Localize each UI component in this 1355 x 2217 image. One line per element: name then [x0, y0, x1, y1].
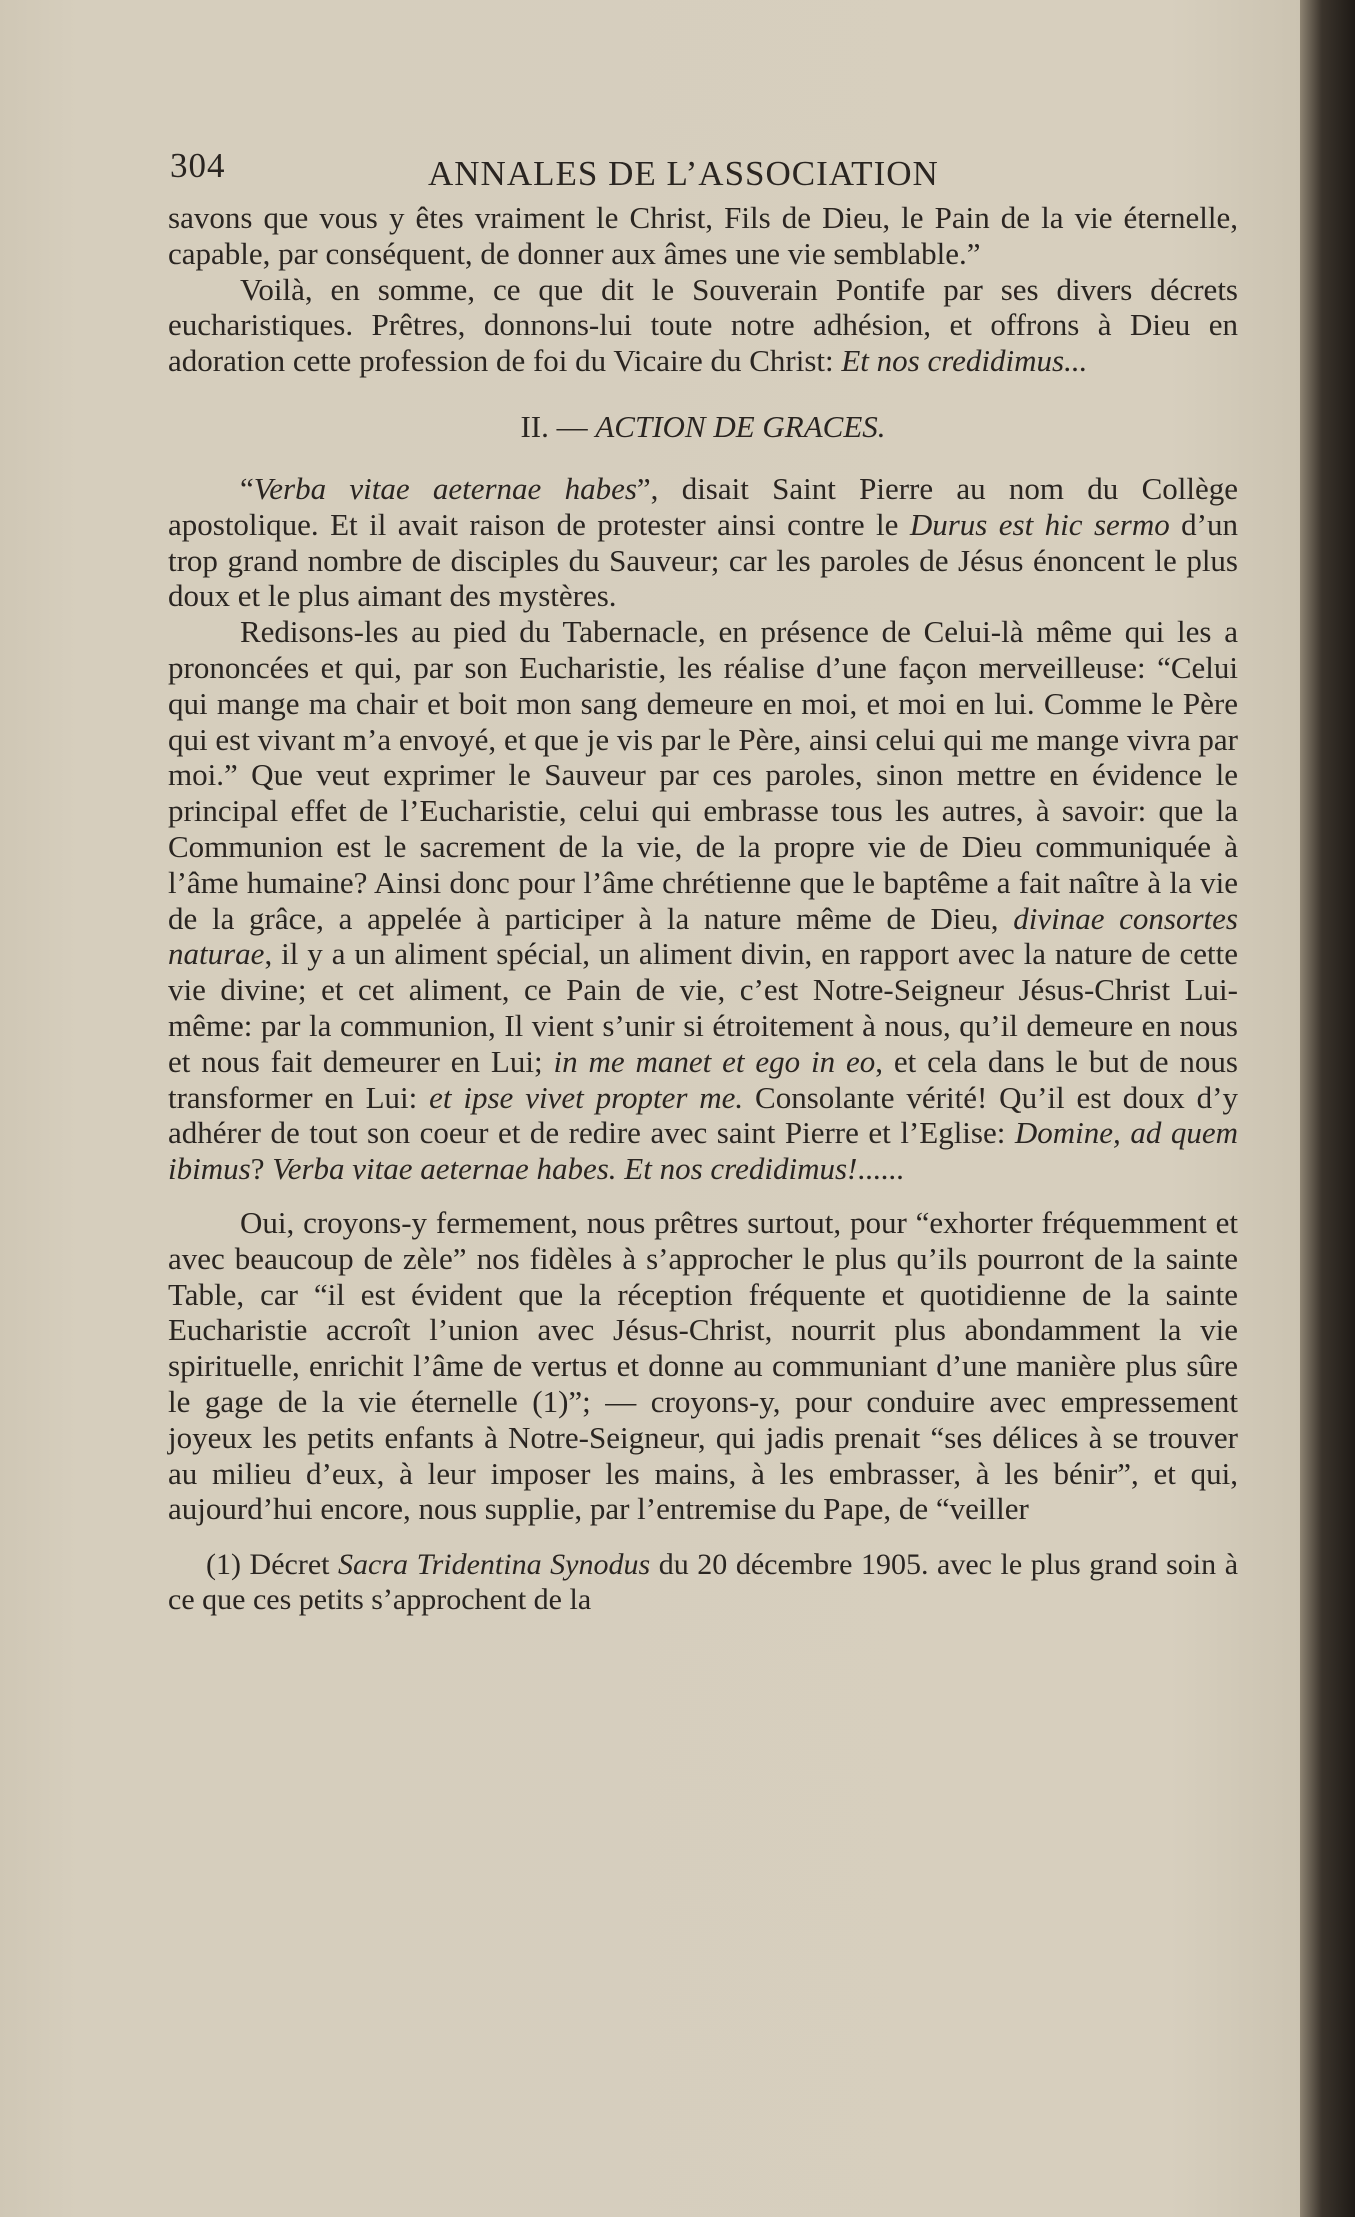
- paragraph-2: [168, 272, 1238, 379]
- latin-quote: Verba vitae aeternae habes. Et nos credidimus!: [272, 1151, 858, 1187]
- text-run: “: [240, 470, 254, 506]
- latin-quote: Sacra Tridentina Synodus: [338, 1548, 651, 1582]
- footnote: [168, 1547, 1238, 1617]
- text-run: Redisons-les au pied du Tabernacle, en présence de Celui-là même qui les a prononcées et qui, par son Eucharistie, les réalise d’une façon merveilleuse: “Celui qui mange ma chair et boit mon sang demeure en moi, et moi en lui. Comme le Père qui est vivant m’a envoyé, et que je vis par le Père, ainsi celui qui me mange vivra par moi.” Que veut exprimer le Sauveur par ces paroles, sinon mettre en évidence le principal effet de l’Eucharistie, celui qui embrasse tous les autres, à savoir: que la Communion est le sacrement de la vie, de la propre vie de Dieu communiquée à l’âme humaine? Ainsi donc pour l’âme chrétienne que le baptême a fait naître à la vie de la grâce, a appelée à participer à la nature même de Dieu,: [168, 614, 1238, 936]
- text-run: du 20 décembre 1905. avec le plus grand soin à ce que ces petits s’approchent de la: [168, 1548, 1239, 1617]
- latin-quote: et ipse vivet propter me.: [429, 1079, 744, 1115]
- text-run: ......: [857, 1151, 904, 1187]
- book-binding-shadow: [1300, 0, 1355, 2217]
- text-run: ?: [250, 1151, 273, 1187]
- latin-quote: Domine, ad quem ibimus: [168, 1115, 1238, 1187]
- running-head: ANNALES DE L’ASSOCIATION: [428, 154, 939, 193]
- page-content: [168, 140, 1238, 1617]
- text-run: savons que vous y êtes vraiment le Christ, Fils de Dieu, le Pain de la vie éternelle, capable, par conséquent, de donner aux âmes une vie semblable.”: [168, 200, 1238, 271]
- latin-quote: Et nos credidimus...: [841, 343, 1088, 379]
- latin-quote: Durus est hic sermo: [909, 506, 1170, 542]
- paragraph-1: [168, 200, 1238, 272]
- paragraph-5: [168, 1205, 1238, 1527]
- section-title: ACTION DE GRACES.: [595, 408, 886, 444]
- page-header: [168, 140, 1238, 200]
- text-run: , il y a un aliment spécial, un aliment divin, en rapport avec la nature de cette vie divine; et cet aliment, ce Pain de vie, c’est Notre-Seigneur Jésus-Christ Lui-même: par la communion, Il vient s’unir si étroitement à nous, qu’il demeure en nous et nous fait demeurer en Lui;: [168, 936, 1238, 1079]
- text-run: d’un trop grand nombre de disciples du Sauveur; car les paroles de Jésus énoncent le plus doux et le plus aimant des mystères.: [168, 506, 1238, 614]
- text-run: (1) Décret: [206, 1548, 339, 1582]
- section-number: II. —: [520, 408, 596, 444]
- text-run: ”, disait Saint Pierre au nom du Collège apostolique. Et il avait raison de protester ainsi contre le: [168, 470, 1238, 542]
- latin-quote: in me manet et ego in eo: [553, 1043, 876, 1079]
- page-number: 304: [170, 146, 226, 185]
- paragraph-3: [168, 471, 1238, 614]
- latin-quote: Verba vitae aeternae habes: [253, 470, 637, 506]
- latin-quote: divinae consortes naturae: [168, 900, 1238, 972]
- text-run: Consolante vérité! Qu’il est doux d’y adhérer de tout son coeur et de redire avec saint Pierre et l’Eglise:: [168, 1079, 1238, 1151]
- text-run: Oui, croyons-y fermement, nous prêtres surtout, pour “exhorter fréquemment et avec beaucoup de zèle” nos fidèles à s’approcher le plus qu’ils pourront de la sainte Table, car “il est évident que la réception fréquente et quotidienne de la sainte Eucharistie accroît l’union avec Jésus-Christ, nourrit plus abondamment la vie spirituelle, enrichit l’âme de vertus et donne au communiant d’une manière plus sûre le gage de la vie éternelle (1)”; — croyons-y, pour conduire avec empressement joyeux les petits enfants à Notre-Seigneur, qui jadis prenait “ses délices à se trouver au milieu d’eux, à leur imposer les mains, à les embrasser, à les bénir”, et qui, aujourd’hui encore, nous supplie, par l’entremise du Pape, de “veiller: [168, 1204, 1238, 1527]
- text-run: , et cela dans le but de nous transformer en Lui:: [168, 1043, 1238, 1115]
- paragraph-4: [168, 614, 1238, 1187]
- text-run: Voilà, en somme, ce que dit le Souverain Pontife par ses divers décrets eucharistiques. Prêtres, donnons-lui toute notre adhésion, et offrons à Dieu en adoration cette profession de foi du Vicaire du Christ:: [168, 271, 1238, 379]
- section-heading: [168, 409, 1238, 445]
